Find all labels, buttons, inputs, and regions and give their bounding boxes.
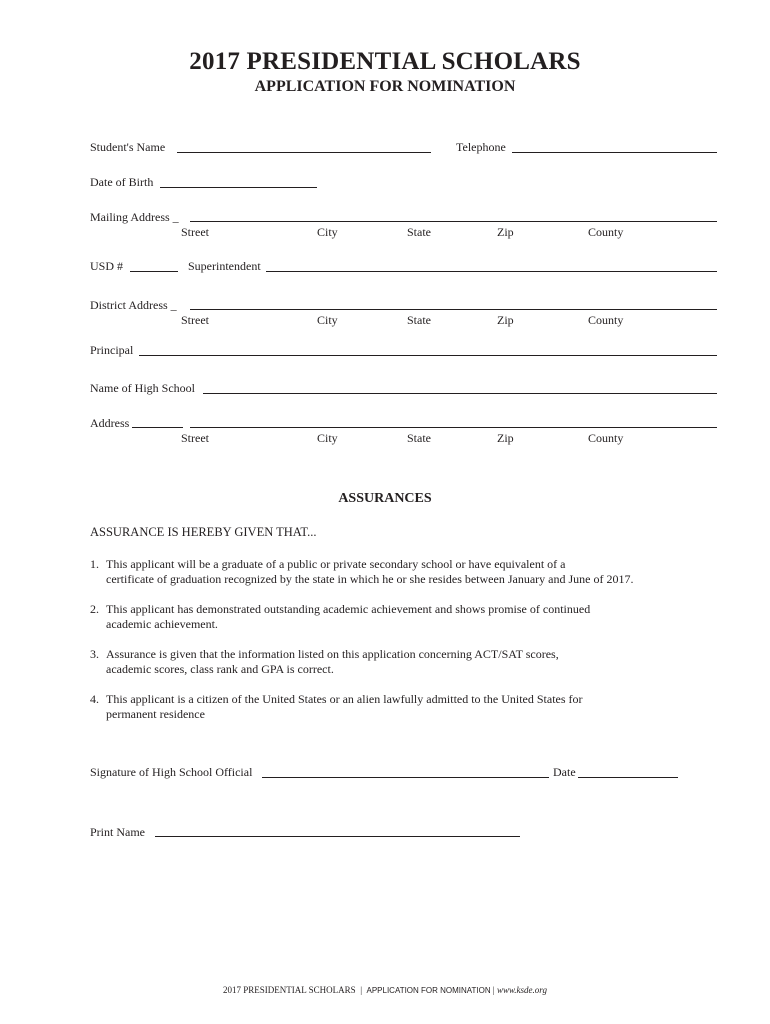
student-name-label: Student's Name [90, 140, 166, 154]
dob-field[interactable] [160, 187, 317, 188]
high-school-field[interactable] [203, 393, 717, 394]
district-street-label: Street [181, 313, 209, 327]
footer-left: 2017 PRESIDENTIAL SCHOLARS [223, 985, 356, 995]
date-label: Date [553, 765, 576, 779]
principal-field[interactable] [139, 355, 717, 356]
print-name-label: Print Name [90, 825, 145, 839]
footer-separator: | [360, 985, 362, 995]
dob-label: Date of Birth [90, 175, 154, 189]
usd-field[interactable] [130, 271, 178, 272]
assurance-text-line1: Assurance is given that the information listed on this application concerning ACT/SAT scores, [106, 647, 559, 661]
address-county-label: County [588, 431, 624, 445]
assurance-number: 2. [90, 602, 99, 616]
mailing-address-field[interactable] [190, 221, 717, 222]
district-zip-label: Zip [497, 313, 514, 327]
mailing-street-label: Street [181, 225, 209, 239]
student-name-field[interactable] [177, 152, 431, 153]
high-school-label: Name of High School [90, 381, 195, 395]
page-title: 2017 PRESIDENTIAL SCHOLARS [189, 48, 581, 75]
district-address-label: District Address _ [90, 298, 177, 312]
telephone-field[interactable] [512, 152, 717, 153]
mailing-address-label: Mailing Address _ [90, 210, 179, 224]
assurances-heading: ASSURANCES [338, 491, 432, 506]
superintendent-field[interactable] [266, 271, 717, 272]
mailing-state-label: State [407, 225, 431, 239]
superintendent-label: Superintendent [188, 259, 261, 273]
assurance-text-line1: This applicant has demonstrated outstanding academic achievement and shows promise of continued [106, 602, 591, 616]
address-street-label: Street [181, 431, 209, 445]
assurance-text-line2: permanent residence [106, 707, 205, 721]
assurance-text-line2: academic achievement. [106, 617, 218, 631]
assurance-text-line2: certificate of graduation recognized by the state in which he or she resides between January and June of 2017. [106, 572, 634, 586]
address-zip-label: Zip [497, 431, 514, 445]
district-address-field[interactable] [190, 309, 717, 310]
district-city-label: City [317, 313, 338, 327]
district-county-label: County [588, 313, 624, 327]
usd-label: USD # [90, 259, 124, 273]
footer-middle: APPLICATION FOR NOMINATION [366, 986, 491, 995]
signature-field[interactable] [262, 777, 549, 778]
address-label: Address [90, 416, 130, 430]
assurance-number: 1. [90, 557, 99, 571]
page-subtitle: APPLICATION FOR NOMINATION [254, 78, 516, 95]
mailing-county-label: County [588, 225, 624, 239]
mailing-city-label: City [317, 225, 338, 239]
assurances-intro: ASSURANCE IS HEREBY GIVEN THAT... [90, 525, 317, 539]
signature-label: Signature of High School Official [90, 765, 253, 779]
footer-separator: | [492, 985, 495, 995]
assurance-number: 3. [90, 647, 99, 661]
address-state-label: State [407, 431, 431, 445]
address-field[interactable] [190, 427, 717, 428]
date-field[interactable] [578, 777, 678, 778]
footer-url[interactable]: www.ksde.org [496, 985, 547, 995]
address-field-short[interactable] [132, 427, 183, 428]
address-city-label: City [317, 431, 338, 445]
assurance-text-line1: This applicant will be a graduate of a public or private secondary school or have equivalent of a [106, 557, 566, 571]
page-footer [0, 985, 770, 995]
assurance-text-line1: This applicant is a citizen of the United States or an alien lawfully admitted to the United States for [106, 692, 583, 706]
district-state-label: State [407, 313, 431, 327]
telephone-label: Telephone [456, 140, 506, 154]
assurance-number: 4. [90, 692, 99, 706]
mailing-zip-label: Zip [497, 225, 514, 239]
print-name-field[interactable] [155, 836, 520, 837]
principal-label: Principal [90, 343, 134, 357]
assurance-text-line2: academic scores, class rank and GPA is correct. [106, 662, 334, 676]
